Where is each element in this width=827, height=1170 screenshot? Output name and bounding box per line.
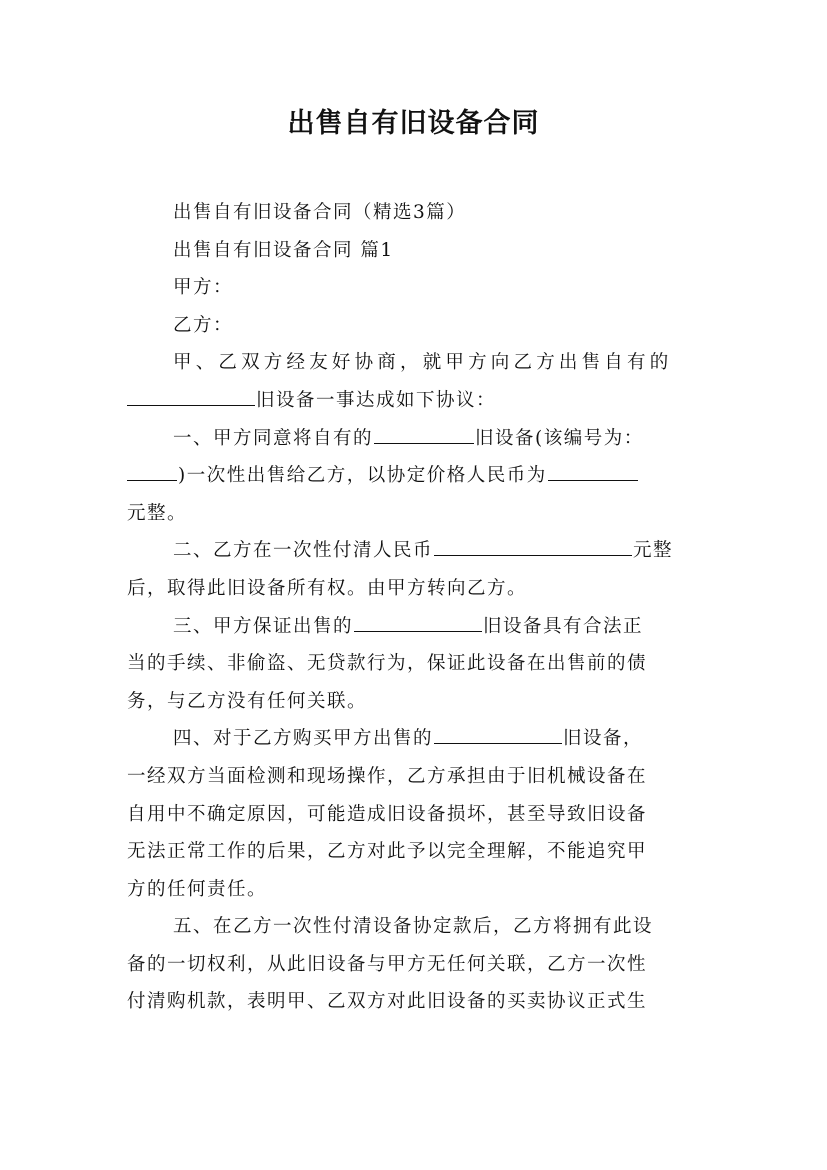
document-body [127, 194, 702, 1021]
clause-4 [127, 720, 702, 908]
party-a-label: 甲方： [173, 277, 234, 299]
clause-4-line-4: 无法正常工作的后果，乙方对此予以完全理解，不能追究甲 [127, 841, 648, 863]
clause-4-line-3: 自用中不确定原因，可能造成旧设备损坏，甚至导致旧设备 [127, 803, 648, 825]
blank-clause3-equipment [354, 613, 482, 632]
document-title: 出售自有旧设备合同 [287, 108, 540, 139]
clause-5-line-2: 备的一切权利，从此旧设备与甲方无任何关联，乙方一次性 [127, 953, 648, 975]
party-b-label: 乙方： [173, 314, 234, 336]
clause-5-line-3: 付清购机款，表明甲、乙双方对此旧设备的买卖协议正式生 [127, 991, 648, 1013]
clause-3-line-2: 当的手续、非偷盗、无贷款行为，保证此设备在出售前的债 [127, 653, 648, 675]
clause-3 [127, 608, 702, 721]
clause-2-line-2: 后，取得此旧设备所有权。由甲方转向乙方。 [127, 577, 528, 599]
clause-4-line-2: 一经双方当面检测和现场操作，乙方承担由于旧机械设备在 [127, 765, 648, 787]
blank-serial-number [127, 462, 177, 481]
clause-1 [127, 420, 702, 533]
section-heading: 出售自有旧设备合同 篇1 [173, 239, 394, 261]
clause-2 [127, 532, 702, 607]
clause-2-line-1: 二、乙方在一次性付清人民币 元整 [127, 532, 702, 570]
clause-4-line-1: 四、对于乙方购买甲方出售的 旧设备， [127, 720, 702, 758]
clause-3-line-3: 务，与乙方没有任何关联。 [127, 690, 368, 712]
clause-3-line-1: 三、甲方保证出售的 旧设备具有合法正 [127, 608, 702, 646]
blank-clause4-equipment [434, 725, 562, 744]
clause-4-line-5: 方的任何责任。 [127, 878, 268, 900]
intro-line-2: 旧设备一事达成如下协议： [127, 382, 702, 420]
blank-payment-amount [434, 537, 632, 556]
clause-5 [127, 908, 702, 1021]
blank-equipment-name [127, 387, 255, 406]
clause-1-line-3: 元整。 [127, 502, 188, 524]
clause-5-line-1: 五、在乙方一次性付清设备协定款后，乙方将拥有此设 [173, 916, 654, 938]
document-subtitle: 出售自有旧设备合同（精选3篇） [173, 202, 467, 223]
intro-paragraph [127, 344, 702, 419]
intro-line-1: 甲、乙双方经友好协商，就甲方向乙方出售自有的 [173, 352, 673, 374]
clause-1-line-2: )一次性出售给乙方，以协定价格人民币为 [127, 457, 702, 495]
blank-clause1-equipment [374, 425, 474, 444]
blank-price [548, 462, 638, 481]
clause-1-line-1: 一、甲方同意将自有的 旧设备(该编号为： [127, 420, 702, 458]
